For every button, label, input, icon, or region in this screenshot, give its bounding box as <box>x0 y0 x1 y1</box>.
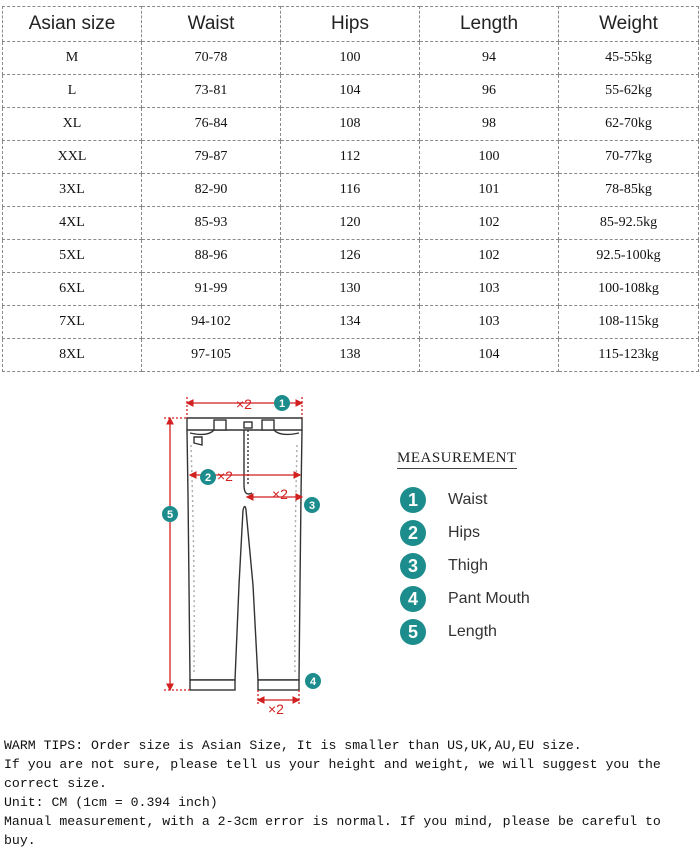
svg-text:4: 4 <box>309 676 317 688</box>
cell-size: 5XL <box>3 240 142 273</box>
marker-4 <box>305 673 321 689</box>
cell-size: 8XL <box>3 339 142 372</box>
cell-length: 104 <box>420 339 559 372</box>
cell-weight: 108-115kg <box>559 306 699 339</box>
cell-size: M <box>3 42 142 75</box>
cell-length: 100 <box>420 141 559 174</box>
warm-tips <box>4 736 694 850</box>
hips-multiplier-label: ×2 <box>217 468 233 484</box>
legend-item-waist <box>400 486 487 514</box>
thigh-multiplier-label: ×2 <box>272 486 288 502</box>
cell-weight: 45-55kg <box>559 42 699 75</box>
marker-5 <box>162 506 178 522</box>
cell-size: XL <box>3 108 142 141</box>
legend-label: Thigh <box>448 557 489 574</box>
cell-waist: 82-90 <box>142 174 281 207</box>
cell-waist: 91-99 <box>142 273 281 306</box>
cell-weight: 100-108kg <box>559 273 699 306</box>
header-waist: Waist <box>142 7 281 42</box>
measurement-lines <box>164 397 302 705</box>
svg-text:5: 5 <box>166 509 174 521</box>
table-row <box>3 273 699 306</box>
pants-measurement-diagram <box>150 385 330 725</box>
legend-item-hips <box>400 519 480 547</box>
cell-length: 101 <box>420 174 559 207</box>
table-header-row <box>3 7 699 42</box>
cell-hips: 108 <box>281 108 420 141</box>
cell-hips: 100 <box>281 42 420 75</box>
cell-hips: 104 <box>281 75 420 108</box>
cell-waist: 88-96 <box>142 240 281 273</box>
cell-length: 98 <box>420 108 559 141</box>
table-row <box>3 141 699 174</box>
tips-line-error: Manual measurement, with a 2-3cm error is normal. If you mind, please be careful to buy. <box>4 814 661 848</box>
cell-size: 4XL <box>3 207 142 240</box>
cell-waist: 70-78 <box>142 42 281 75</box>
cell-waist: 94-102 <box>142 306 281 339</box>
tips-line-asian-size: WARM TIPS: Order size is Asian Size, It is smaller than US,UK,AU,EU size. <box>4 738 582 753</box>
cell-waist: 85-93 <box>142 207 281 240</box>
header-hips: Hips <box>281 7 420 42</box>
legend-number: 1 <box>400 487 426 513</box>
cell-hips: 120 <box>281 207 420 240</box>
cell-waist: 76-84 <box>142 108 281 141</box>
cell-weight: 70-77kg <box>559 141 699 174</box>
cell-length: 102 <box>420 240 559 273</box>
marker-2 <box>200 469 216 485</box>
svg-text:3: 3 <box>308 500 316 512</box>
legend-number: 4 <box>400 586 426 612</box>
table-row <box>3 75 699 108</box>
table-row <box>3 207 699 240</box>
tips-line-unit: Unit: CM (1cm = 0.394 inch) <box>4 795 218 810</box>
cell-weight: 92.5-100kg <box>559 240 699 273</box>
cell-waist: 79-87 <box>142 141 281 174</box>
measurement-legend-title: MEASUREMENT <box>397 450 517 469</box>
legend-label: Hips <box>448 524 481 541</box>
header-asian-size: Asian size <box>3 7 142 42</box>
legend-item-thigh <box>400 552 488 580</box>
cell-size: 6XL <box>3 273 142 306</box>
cell-hips: 138 <box>281 339 420 372</box>
cell-length: 103 <box>420 273 559 306</box>
table-row <box>3 174 699 207</box>
cell-waist: 73-81 <box>142 75 281 108</box>
cell-hips: 112 <box>281 141 420 174</box>
pants-outline <box>187 418 302 690</box>
table-row <box>3 240 699 273</box>
legend-number: 2 <box>400 520 426 546</box>
pant-mouth-multiplier-label: ×2 <box>268 701 284 717</box>
table-body <box>3 42 699 372</box>
cell-length: 96 <box>420 75 559 108</box>
cell-size: 7XL <box>3 306 142 339</box>
cell-weight: 78-85kg <box>559 174 699 207</box>
legend-label: Pant Mouth <box>448 590 530 607</box>
marker-3 <box>304 497 320 513</box>
cell-size: XXL <box>3 141 142 174</box>
legend-item-length <box>400 618 497 646</box>
cell-hips: 126 <box>281 240 420 273</box>
header-length: Length <box>420 7 559 42</box>
table-row <box>3 339 699 372</box>
legend-label: Waist <box>448 491 488 508</box>
size-chart-table <box>2 6 699 372</box>
legend-label: Length <box>448 623 497 640</box>
svg-text:1: 1 <box>278 398 286 410</box>
waist-multiplier-label: ×2 <box>236 396 252 412</box>
table-row <box>3 108 699 141</box>
cell-weight: 55-62kg <box>559 75 699 108</box>
cell-size: 3XL <box>3 174 142 207</box>
header-weight: Weight <box>559 7 699 42</box>
cell-weight: 85-92.5kg <box>559 207 699 240</box>
legend-number: 3 <box>400 553 426 579</box>
cell-length: 102 <box>420 207 559 240</box>
table-row <box>3 306 699 339</box>
cell-weight: 115-123kg <box>559 339 699 372</box>
cell-size: L <box>3 75 142 108</box>
pants-illustration <box>150 385 330 725</box>
table-row <box>3 42 699 75</box>
cell-waist: 97-105 <box>142 339 281 372</box>
cell-hips: 130 <box>281 273 420 306</box>
tips-line-suggest-size: If you are not sure, please tell us your height and weight, we will suggest you the correct size. <box>4 757 661 791</box>
cell-length: 103 <box>420 306 559 339</box>
cell-length: 94 <box>420 42 559 75</box>
marker-1 <box>274 395 290 411</box>
svg-text:2: 2 <box>204 472 212 484</box>
cell-hips: 134 <box>281 306 420 339</box>
legend-item-pant-mouth <box>400 585 530 613</box>
legend-number: 5 <box>400 619 426 645</box>
cell-weight: 62-70kg <box>559 108 699 141</box>
cell-hips: 116 <box>281 174 420 207</box>
